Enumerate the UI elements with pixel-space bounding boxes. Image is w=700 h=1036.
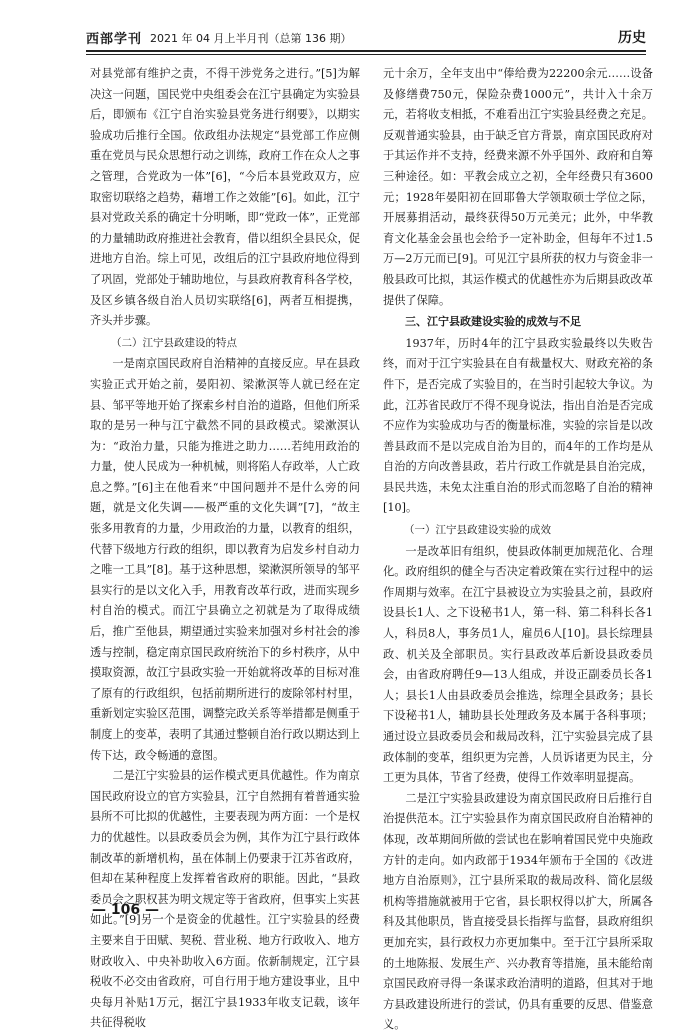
- subheading: （一）江宁县政建设实验的成效: [404, 524, 551, 537]
- paragraph: 元十余万，全年支出中“俸给费为22200余元……设备及修缮费750元，保险杂费1000元”，共计入十余万元，若将收支相抵，不难看出江宁实验县经费之充足。反观普通实验县，由于缺乏官方背景，南京国民政府对于其运作并不支持，经费来源不外乎国外、政府和自筹三种途径。如：平教会成立之初，全年经费只有3600元；1928年晏阳初在回耶鲁大学领取硕士学位之际，开展募捐活动，最终获得50万元美元；此外，中华教育文化基金会虽也会给予一定补助金，但每年不过1.5万—2万元而已[9]。可见江宁县所获的权力与资金非一般县政可比拟，其运作模式的优越性亦为后期县政改革提供了保障。: [383, 67, 653, 307]
- subheading: （二）江宁县政建设的特点: [111, 336, 237, 349]
- paragraph: 一是南京国民政府自治精神的直接反应。早在县政实验正式开始之前，晏阳初、梁漱溟等人就已经在定县、邹平等地开始了探索乡村自治的道路，但他们所采取的是另一种与江宁截然不同的县政模式。梁漱溟认为：“政治力量，只能为推进之助力……若纯用政治的力量，使人民成为一种机械，则将陷人存政举，人亡政息之弊。”[6]主在他看来“中国问题并不是什么旁的问题，就是文化失调——极严重的文化失调”[7]，“故主张多用教育的力量，少用政治的力量，以教育的组织，代替下级地方行政的组织，即以教育为启发乡村自动力之唯一工具”[8]。基于这种思想，梁漱溟所领导的邹平县实行的是以文化入手，用教育改革行政，进而实现乡村自治的模式。而江宁县确立之初就是为了取得成绩后，推广至他县，期望通过实验来加强对乡村社会的渗透与控制，稳定南京国民政府统治下的乡村秩序，从中摸取资源，故江宁县政实验一开始就将改革的目标对准了原有的行政组织，包括前期所进行的废除邻村村里，重新划定实验区范围，调整完政关系等举措都是侧重于制度上的变革，表明了其通过整顿自治行政以期达到上传下达，政令畅通的意图。: [90, 357, 360, 762]
- issue-info: 2021 年 04 月上半月刊（总第 136 期）: [150, 32, 352, 45]
- left-column: [90, 64, 360, 1034]
- paragraph: 二是江宁实验县政建设为南京国民政府日后推行自治提供范本。江宁实验县作为南京国民政府自治精神的体现，改革期间所做的尝试也在影响着国民党中央施政方针的走向。如内政部于1934年颁布于全国的《改进地方自治原则》，江宁县所采取的裁局改科、简化层级机构等措施就被用于它省，县长职权得以扩大，所属各科及其他职员，皆直接受县长指挥与监督，县政府组织更加充实，县行政权力亦更加集中。至于江宁县所采取的土地陈报、发展生产、兴办教育等措施，虽未能给南京国民政府寻得一条谋求政治清明的道路，但其对于地方县政建设所进行的尝试，仍具有重要的反思、借鉴意义。: [383, 791, 653, 1032]
- header-rule-thin: [86, 54, 646, 55]
- paragraph: 1937年，历时4年的江宁县政实验最终以失败告终，而对于江宁实验县在自有裁量权大、财政充裕的条件下，是否完成了实验目的，在当时引起较大争议。为此，江苏省民政厅不得不现身说法，指出自治是否完成不应作为实验成功与否的衡量标准，实验的宗旨是以改善县政而不是以完成自治为目的，而4年的工作均是从自治的方向改善县政，若片行政工作就是县自治完成，县民共选，未免太注重自治的形式而忽略了自治的精神[10]。: [383, 336, 653, 515]
- paragraph: 二是江宁实验县的运作模式更具优越性。作为南京国民政府设立的官方实验县，江宁自然拥有着普通实验县所不可比拟的优越性，主要表现为两方面：一个是权力的优越性。以县政委员会为例，其作为江宁县行政体制改革的新增机构，虽在体制上仍要隶于江苏省政府，但却在某种程度上发挥着省政府的职能。因此，“县政委员会之职权甚为明文规定等于省政府，但事实上实甚如此。”[9]另一个是资金的优越性。江宁实验县的经费主要来自于田赋、契税、营业税、地方行政收入、地方财政收入、中央补助收入6方面。依新制规定，江宁县税收不必交由省政府，可自行用于地方建设事业，且中央每月补贴1万元，据江宁县1933年收支记载，该年共征得税收: [90, 769, 360, 1030]
- page-number: — 106 —: [92, 902, 159, 918]
- journal-name: 西部学刊: [86, 32, 143, 47]
- page-header: [86, 26, 646, 50]
- header-rule: [86, 50, 646, 52]
- paragraph: 对县党部有维护之责，不得干涉党务之进行。”[5]为解决这一问题，国民党中央组委会在江宁县确定为实验县后，即颁布《江宁自治实验县党务进行纲要》，以期实验成功后推行全国。依政组办法规定“县党部工作应侧重在党员与民众思想行动之训练，政府工作在众人之事之管理，合党政为一体”[6]，“今后本县党政双方，应取密切联络之趋势，藉增工作之效能”[6]。如此，江宁县对党政关系的确定十分明晰，即“党政一体”，正党部的力量辅助政府推进社会教育，借以组织全县民众，促进地方自治。综上可见，改组后的江宁县政府地位得到了巩固，党部处于辅助地位，与县政府教育科各学校，及区乡镇各级自治人员切实联络[6]，两者互相提携，齐头并步骤。: [90, 67, 360, 328]
- right-column: [383, 64, 653, 1036]
- section-heading: 三、江宁县政建设实验的成效与不足: [405, 315, 581, 329]
- paragraph: 一是改革旧有组织，使县政体制更加规范化、合理化。政府组织的健全与否决定着政策在实行过程中的运作周期与效率。在江宁县被设立为实验县之前，县政府设县长1人、之下设秘书1人，第一科、第二科科长各1人，科员8人，事务员1人，雇员6人[10]。县长综理县政、机关及全部职员。实行县政改革后新设县政委员会，由省政府聘任9—13人组成，并设正副委员长各1人；县长1人由县政委员会推选，综理全县政务；县长下设秘书1人，辅助县长处理政务及本属于各科事项；通过设立县政委员会和裁局改科，江宁实验县完成了县政体制的变革，组织更为完善，人员诉诸更为民主，分工更为具体，节省了经费，使得工作效率明显提高。: [383, 544, 653, 785]
- section-title: 历史: [618, 30, 646, 46]
